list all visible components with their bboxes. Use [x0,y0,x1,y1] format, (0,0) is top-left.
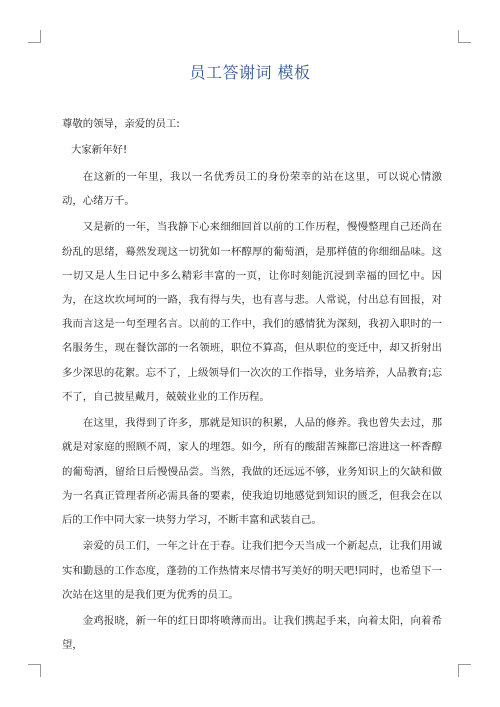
paragraph: 又是新的一年，当我静下心来细细回首以前的工作历程，慢慢整理自己还尚在纷乱的思绪，蓦然发现这一切犹如一杯醇厚的葡萄酒，是那样值的你细细品味。这一切又是人生日记中多么精彩丰富的一页，让你时刻能沉浸到幸福的回忆中。因为，在这坎坎坷坷的一路，我有得与失，也有喜与悲。人常说，付出总有回报，对我而言这是一句至理名言。以前的工作中，我们的感情犹为深刻，我初入职时的一名服务生，现在餐饮部的一名领班，职位不算高，但从职位的变迁中，却又折射出多少深思的花絮。忘不了，上级领导们一次次的工作指导，业务培养，人品教育;忘不了，自己披星戴月，兢兢业业的工作历程。 [62,221,442,403]
paragraph: 金鸡报晓，新一年的红日即将喷薄而出。让我们携起手来，向着太阳，向着希望， [62,615,442,652]
paragraph: 在这里，我得到了许多，那就是知识的积累，人品的修养。我也曾失去过，那就是对家庭的照顾不周，家人的埋怨。如今，所有的酸甜苦辣都已溶进这一杯香醇的葡萄酒，留给日后慢慢品尝。当然，我做的还远远不够，业务知识上的欠缺和做为一名真正管理者所必需具备的要素，使我迫切地感觉到知识的匮乏，但我会在以后的工作中同大家一块努力学习，不断丰富和武装自己。 [62,417,442,526]
document-body [62,112,442,660]
crop-mark-top-right [458,30,471,43]
paragraph: 亲爱的员工们，一年之计在于春。让我们把今天当成一个新起点，让我们用诚实和勤恳的工作态度，蓬勃的工作热情来尽情书写美好的明天吧!同时，也希望下一次站在这里的是我们更为优秀的员工。 [62,540,442,601]
crop-mark-bottom-left [28,664,41,677]
document-title: 员工答谢词 模板 [189,63,311,82]
paragraph: 在这新的一年里，我以一名优秀员工的身份荣幸的站在这里，可以说心情激动，心绪万千。 [62,170,442,207]
crop-mark-bottom-right [458,664,471,677]
crop-mark-top-left [28,30,41,43]
greeting: 大家新年好! [71,144,128,157]
salutation: 尊敬的领导，亲爱的员工: [62,118,180,130]
